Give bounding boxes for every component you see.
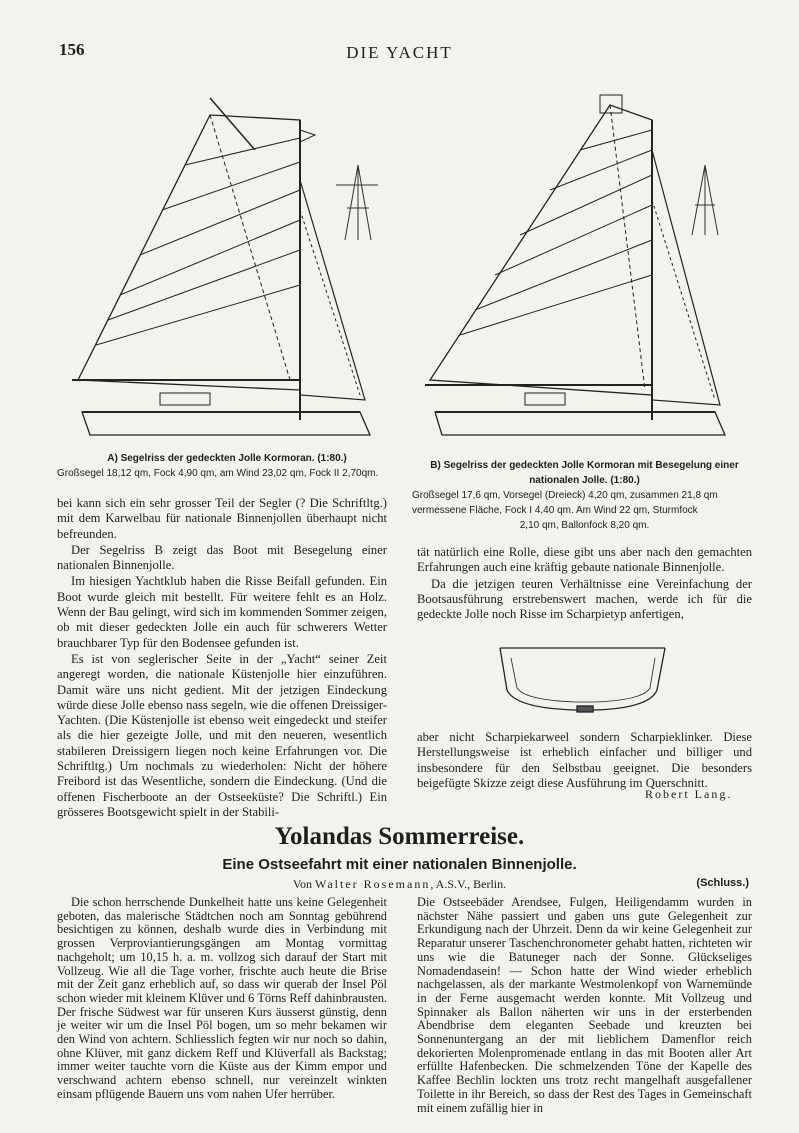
figure-a-caption xyxy=(57,451,397,481)
continuation-note: (Schluss.) xyxy=(696,877,749,889)
hull-cross-section-sketch xyxy=(495,640,675,720)
paragraph: bei kann sich ein sehr grosser Teil der Segler (? Die Schriftltg.) mit dem Karwelbau für nationale Binnenjollen überhaupt nicht befreunden. xyxy=(57,496,387,541)
figure-b-caption-spec-3: 2,10 qm, Ballonfock 8,20 qm. xyxy=(519,520,650,531)
byline xyxy=(0,877,799,892)
paragraph: Der Segelriss B zeigt das Boot mit Besegelung einer nationalen Binnenjolle. xyxy=(57,542,387,573)
article-title: Yolandas Sommerreise. xyxy=(274,823,525,850)
signature: Robert Lang. xyxy=(645,787,733,801)
figure-b-caption-title: B) Segelriss der gedeckten Jolle Kormoran mit Besegelung einer nationalen Jolle. (1:80.) xyxy=(430,460,739,486)
paragraph: Die schon herrschende Dunkelheit hatte uns keine Gelegenheit geboten, das malerische Städtchen noch am Sonntag gebührend besichtigen zu können, deshalb wurde dies in Verbindung mit grossen Verproviantierungsgängen am Montag vormittag nachgeholt; um 10,15 h. a. m. vollzog sich darauf der Start mit Vollzeug. Wie all die Tage vorher, frischte auch heute die Brise mit der Zeit ganz erheblich auf, so dass wir querab der Insel Pöl schon wieder mit kleinem Klüver und 6 Törns Reff dahinbrausten. Der frische Südwest war für unseren Kurs äusserst günstig, denn je weiter wir um die Insel Pöl bogen, um so mehr bekamen wir den Wind von achtern. Schliesslich fegten wir nur noch so dahin, ohne Klüver, mit ganz dickem Reff und Klüverfall als Backstag; immer weiter tauchte vorn die Küste aus der Kimm empor und verschwand achtern ebenso schnell, nur vereinzelt winkten einsam pflügende Bauern uns vom nahen Ufer herrüber. xyxy=(57,895,387,1101)
right-column-text-top xyxy=(417,545,752,622)
paragraph: Im hiesigen Yachtklub haben die Risse Beifall gefunden. Ein Boot wurde gleich mit bestellt. Für weitere fehlt es an Holz. Wenn der Bau gelingt, wird sich im kommenden Sommer zeigen, ob mit dieser gedeckten Jolle ein auch für schwerers Wetter brauchbarer Typ für den Bodensee gefunden ist. xyxy=(57,574,387,650)
page-number: 156 xyxy=(59,40,85,59)
right-column-text-bottom xyxy=(417,730,752,791)
figure-a-caption-spec: Großsegel 18,12 qm, Fock 4,90 qm, am Wind 23,02 qm, Fock II 2,70qm. xyxy=(57,468,379,479)
article-subtitle: Eine Ostseefahrt mit einer nationalen Binnenjolle. xyxy=(222,856,577,873)
byline-author: Walter Rosemann xyxy=(314,877,431,891)
paragraph: tät natürlich eine Rolle, diese gibt uns aber nach den gemachten Erfahrungen auch eine kräftig gebaute nationale Binnenjolle. xyxy=(417,545,752,575)
figure-a-caption-title: A) Segelriss der gedeckten Jolle Kormoran. (1:80.) xyxy=(107,453,347,464)
figure-b-caption xyxy=(412,458,757,533)
paragraph: Die Ostseebäder Arendsee, Fulgen, Heiligendamm wurden in nächster Nähe passiert und gaben uns gute Gelegenheit zur Erkundigung nach der Uhrzeit. Denn da wir keine Gelegenheit zur Reparatur unserer Taschenchronometer gehabt hatten, richteten wir uns wie die Batuneger nach der Sonne. Glückseliges Nomadendasein! — Schon hatte der Wind wieder erheblich nachgelassen, als der markante Westmolenkopf von Warnemünde in der Ferne ausgemacht werden konnte. Mit Vollzeug und Spinnaker als Ballon näherten wir uns in der ersterbenden Abendbrise dem eleganten Seebade und kreuzten bei Sonnenuntergang an der mit lieblichem Damenflor reich dekorierten Molenpromenade entlang in das mit Booten aller Art erfüllte Hafenbecken. Die schmelzenden Töne der Kapelle des Kaffee Bechlin lockten uns trotz recht mangelhaft ausgefallener Toilette in ihr Bereich, so dass der Rest des Tages in Gemeinschaft mit einem zufällig hier in xyxy=(417,895,752,1115)
paragraph: Es ist von seglerischer Seite in der „Yacht“ seiner Zeit angeregt worden, die nationale Küstenjolle hier einzuführen. Damit wäre uns nicht gedient. Mit der jetzigen Eindeckung würde diese Jolle ebenso nass segeln, wie die offenen Dreissiger-Yachten. (Die Küstenjolle ist ebenso weit eingedeckt und steifer als die hier gezeigte Jolle, und mit den neueren, wesentlich stabileren Dreissigern liegen noch keine Erfahrungen vor. Die Schriftltg.) Um nochmals zu wiederholen: Nicht der höhere Freibord ist das Wesentliche, sondern die Eindeckung. (Und die offenen Fischerboote an der Ostseeküste? Die Schriftl.) Ein grösseres Bootsgewicht spielt in der Stabili- xyxy=(57,651,387,819)
figure-b-caption-spec-1: Großsegel 17,6 qm, Vorsegel (Dreieck) 4,20 qm, zusammen 21,8 qm xyxy=(412,490,718,501)
paragraph: Da die jetzigen teuren Verhältnisse eine Vereinfachung der Bootsausführung erstrebenswert machen, werde ich für die gedeckte Jolle noch Risse im Scharpietyp anfertigen, xyxy=(417,576,752,622)
figure-b-caption-spec-2: vermessene Fläche, Fock I 4,40 qm. Am Wind 22 qm, Sturmfock xyxy=(412,505,698,516)
paragraph: aber nicht Scharpiekarweel sondern Scharpieklinker. Diese Herstellungsweise ist erheblich einfacher und billiger und insbesondere für den Selbstbau geeignet. Die besonders beigefügte Skizze zeigt diese Ausführung im Querschnitt. xyxy=(417,730,752,790)
byline-prefix: Von xyxy=(292,877,312,891)
left-column-text xyxy=(57,496,387,820)
sail-plan-figure-a xyxy=(60,90,390,440)
article-left-column xyxy=(57,896,387,1102)
running-title: DIE YACHT xyxy=(346,43,453,62)
sail-plan-figure-b xyxy=(420,90,750,440)
article-right-column xyxy=(417,896,752,1115)
byline-affiliation: , A.S.V., Berlin. xyxy=(430,877,507,891)
